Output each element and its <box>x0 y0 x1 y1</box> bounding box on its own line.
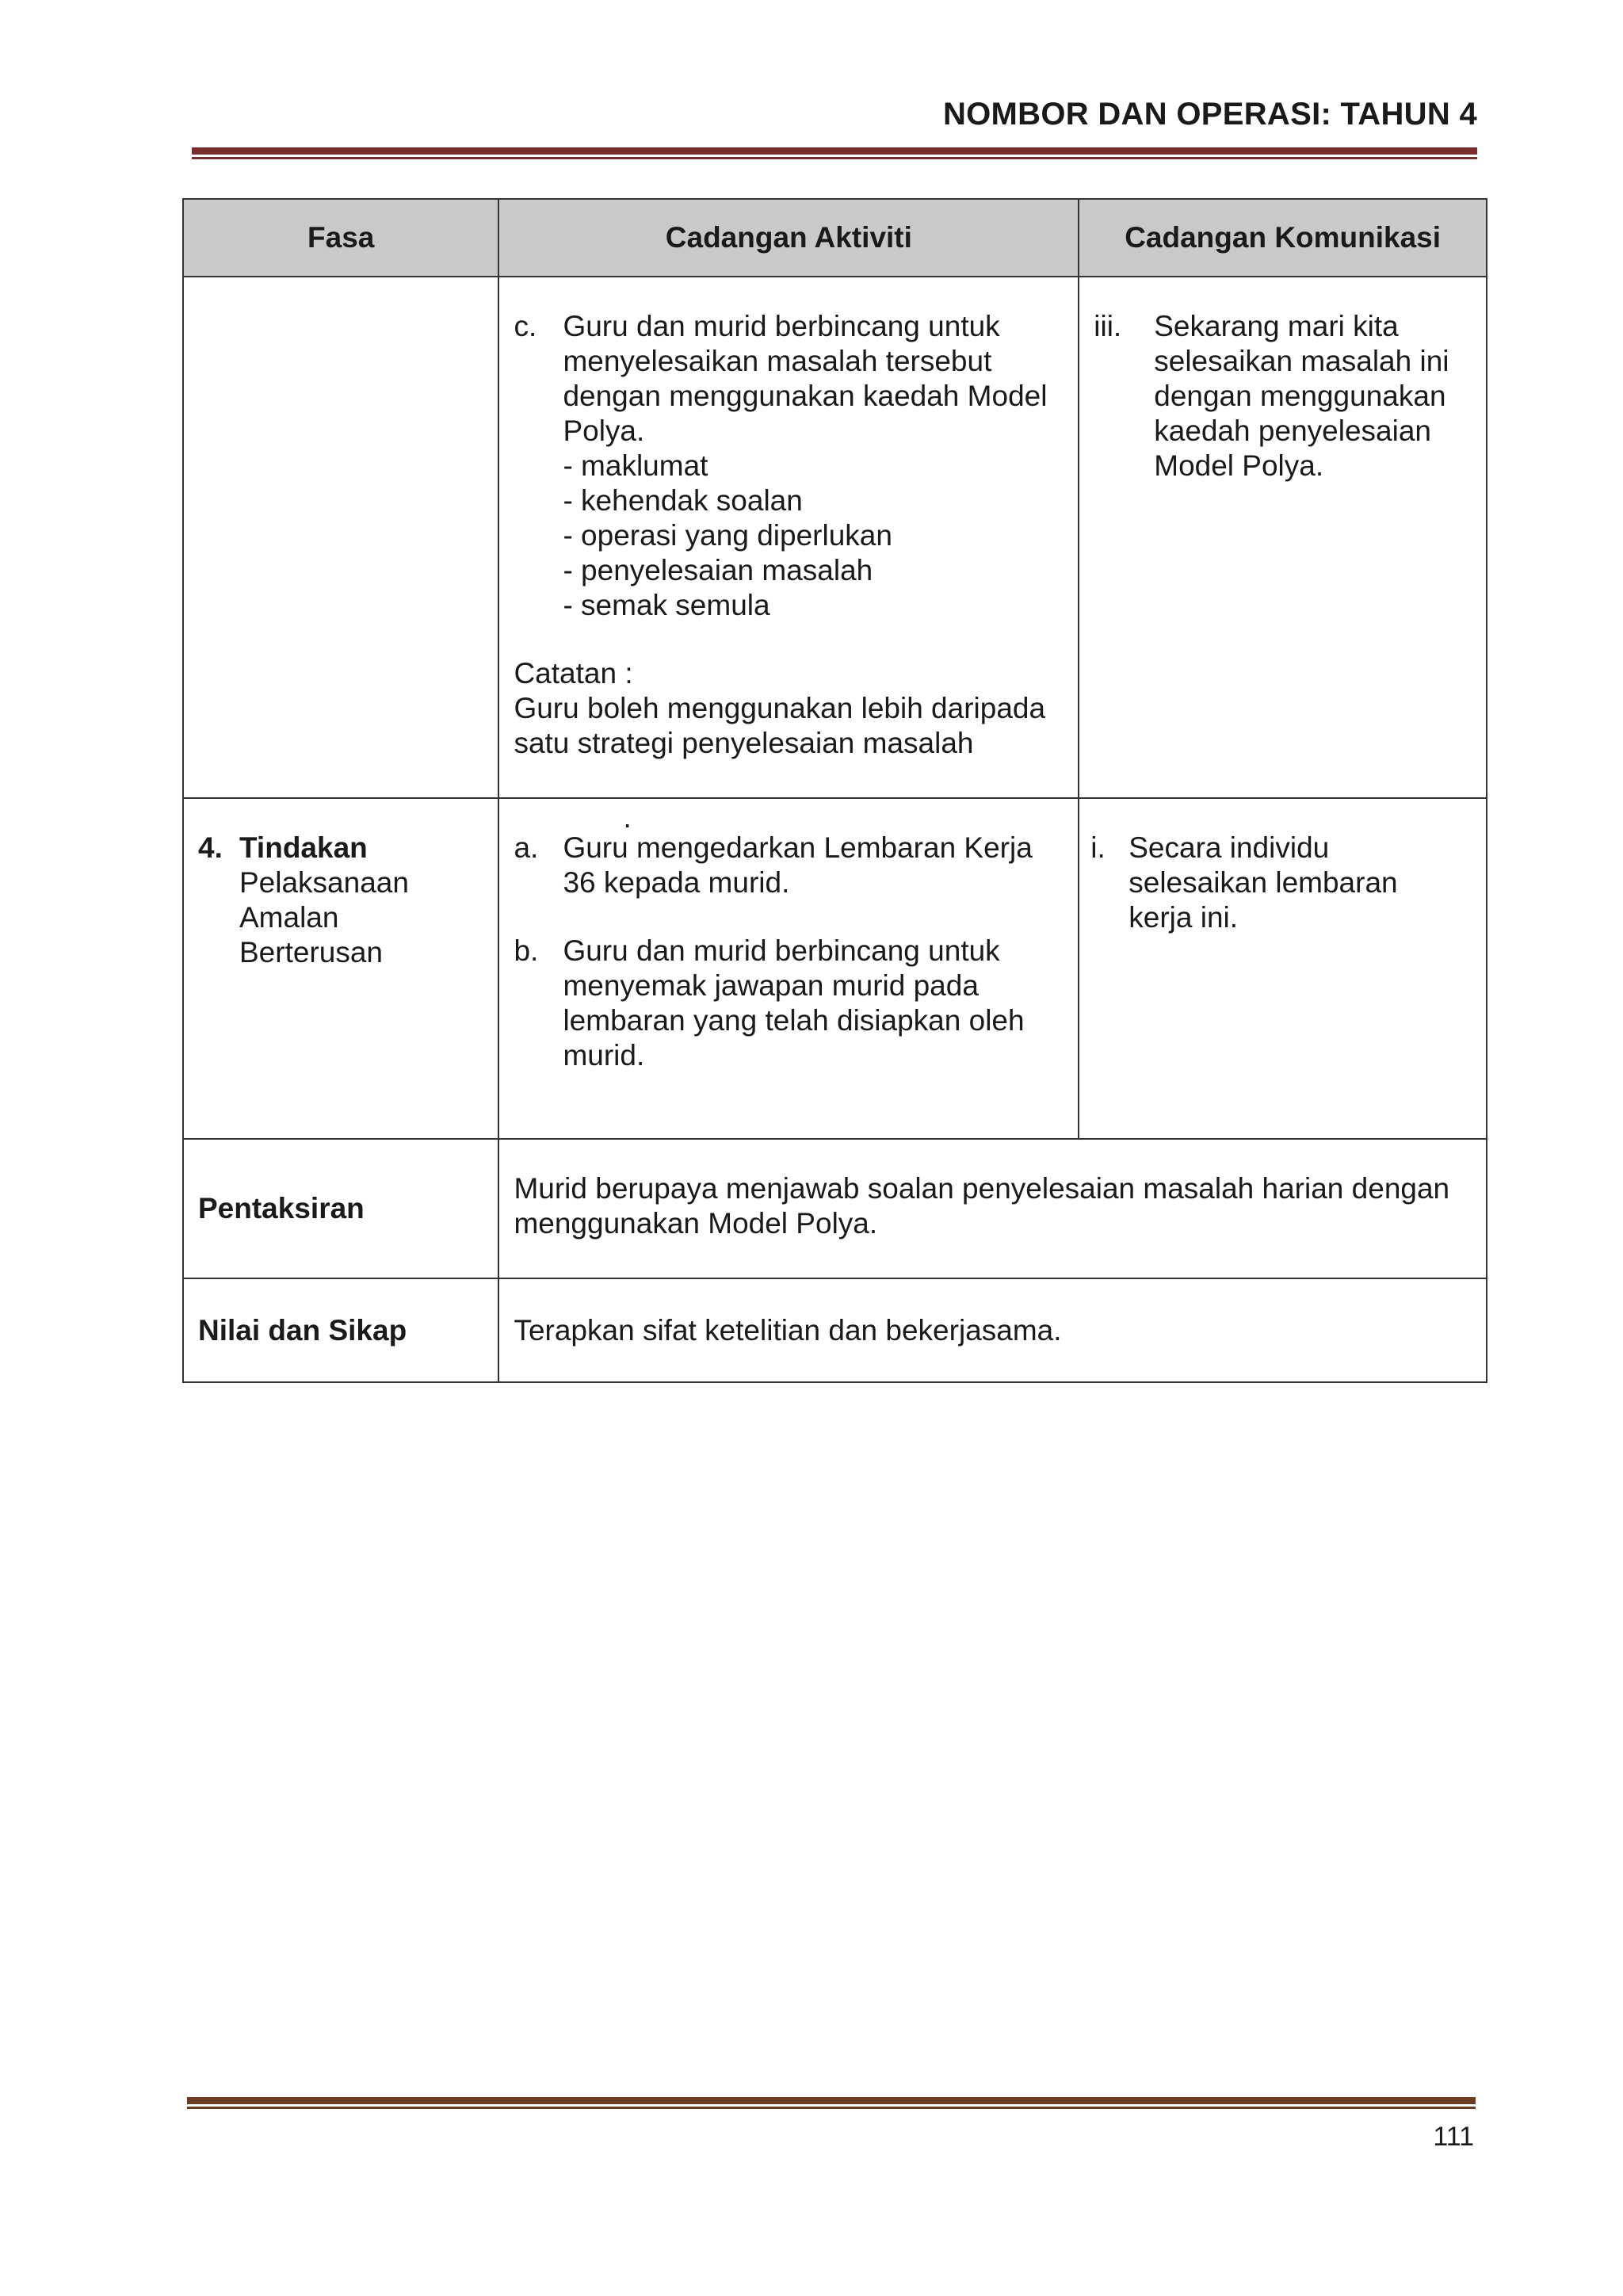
communication-cell <box>1079 798 1487 1139</box>
communication-item-iii <box>1094 309 1472 483</box>
communication-line: kaedah penyelesaian <box>1154 415 1431 447</box>
header-fasa: Fasa <box>183 199 498 277</box>
header-cadangan-komunikasi: Cadangan Komunikasi <box>1079 199 1487 277</box>
header-rule-thin <box>192 157 1477 159</box>
activity-line: murid. <box>563 1039 645 1072</box>
communication-line: kerja ini. <box>1128 901 1239 934</box>
pentaksiran-line: Murid berupaya menjawab soalan penyelesaian masalah harian dengan <box>514 1172 1450 1205</box>
activity-line: Polya. <box>563 415 645 447</box>
table-row <box>183 798 1487 1139</box>
table-row <box>183 1278 1487 1382</box>
activity-item-b <box>514 934 1064 1073</box>
activity-line: lembaran yang telah disiapkan oleh <box>563 1004 1025 1037</box>
pentaksiran-content-cell <box>498 1139 1487 1278</box>
table-row <box>183 1139 1487 1278</box>
pentaksiran-label: Pentaksiran <box>198 1192 365 1224</box>
fasa-cell-empty <box>183 277 498 798</box>
communication-line: Model Polya. <box>1154 449 1324 482</box>
activity-item-c <box>514 309 1064 623</box>
communication-line: selesaikan masalah ini <box>1154 345 1449 377</box>
fasa-cell <box>183 798 498 1139</box>
header-rule-thick <box>192 147 1477 155</box>
communication-line: Secara individu <box>1128 831 1330 864</box>
activity-line: Guru dan murid berbincang untuk <box>563 310 1000 342</box>
communication-item-i <box>1090 831 1472 935</box>
activity-step: - kehendak soalan <box>563 484 803 517</box>
nilai-content-cell <box>498 1278 1487 1382</box>
item-marker: b. <box>514 934 539 967</box>
phase-line: Berterusan <box>239 936 383 968</box>
activity-line: Guru mengedarkan Lembaran Kerja <box>563 831 1033 864</box>
table-row <box>183 277 1487 798</box>
phase-line: Pelaksanaan <box>239 866 409 899</box>
footer-rule-thin <box>187 2107 1476 2109</box>
activity-cell <box>498 798 1079 1139</box>
nilai-label: Nilai dan Sikap <box>198 1313 407 1347</box>
activity-line: dengan menggunakan kaedah Model <box>563 380 1048 412</box>
item-marker: c. <box>514 310 537 342</box>
phase-line: Amalan <box>239 901 339 934</box>
communication-line: Sekarang mari kita <box>1154 310 1399 342</box>
page-header-title: NOMBOR DAN OPERASI: TAHUN 4 <box>942 97 1477 132</box>
communication-line: selesaikan lembaran <box>1128 866 1398 899</box>
item-marker: i. <box>1090 831 1106 864</box>
note-line: satu strategi penyelesaian masalah <box>514 727 974 759</box>
note-line: Guru boleh menggunakan lebih daripada <box>514 692 1046 724</box>
lesson-plan-table <box>182 198 1487 1383</box>
activity-step: - operasi yang diperlukan <box>563 519 892 552</box>
phase-title: Tindakan <box>239 831 368 864</box>
nilai-text: Terapkan sifat ketelitian dan bekerjasama. <box>514 1313 1062 1347</box>
page-number: 111 <box>1433 2122 1474 2152</box>
phase-number: 4. <box>198 831 223 864</box>
communication-cell <box>1079 277 1487 798</box>
item-marker: iii. <box>1094 310 1122 342</box>
activity-step: - penyelesaian masalah <box>563 554 873 586</box>
item-marker: a. <box>514 831 539 864</box>
pentaksiran-line: menggunakan Model Polya. <box>514 1207 878 1240</box>
communication-line: dengan menggunakan <box>1154 380 1446 412</box>
note-label: Catatan : <box>514 657 633 690</box>
footer-rule-thick <box>187 2097 1476 2104</box>
stray-dot: . <box>623 801 632 834</box>
activity-line: menyelesaikan masalah tersebut <box>563 345 992 377</box>
pentaksiran-label-cell <box>183 1139 498 1278</box>
activity-line: Guru dan murid berbincang untuk <box>563 934 1000 967</box>
activity-step: - maklumat <box>563 449 708 482</box>
activity-line: 36 kepada murid. <box>563 866 790 899</box>
activity-item-a <box>514 831 1064 900</box>
activity-line: menyemak jawapan murid pada <box>563 969 979 1002</box>
nilai-label-cell <box>183 1278 498 1382</box>
activity-cell <box>498 277 1079 798</box>
header-cadangan-aktiviti: Cadangan Aktiviti <box>498 199 1079 277</box>
table-header-row <box>183 199 1487 277</box>
activity-step: - semak semula <box>563 589 770 621</box>
